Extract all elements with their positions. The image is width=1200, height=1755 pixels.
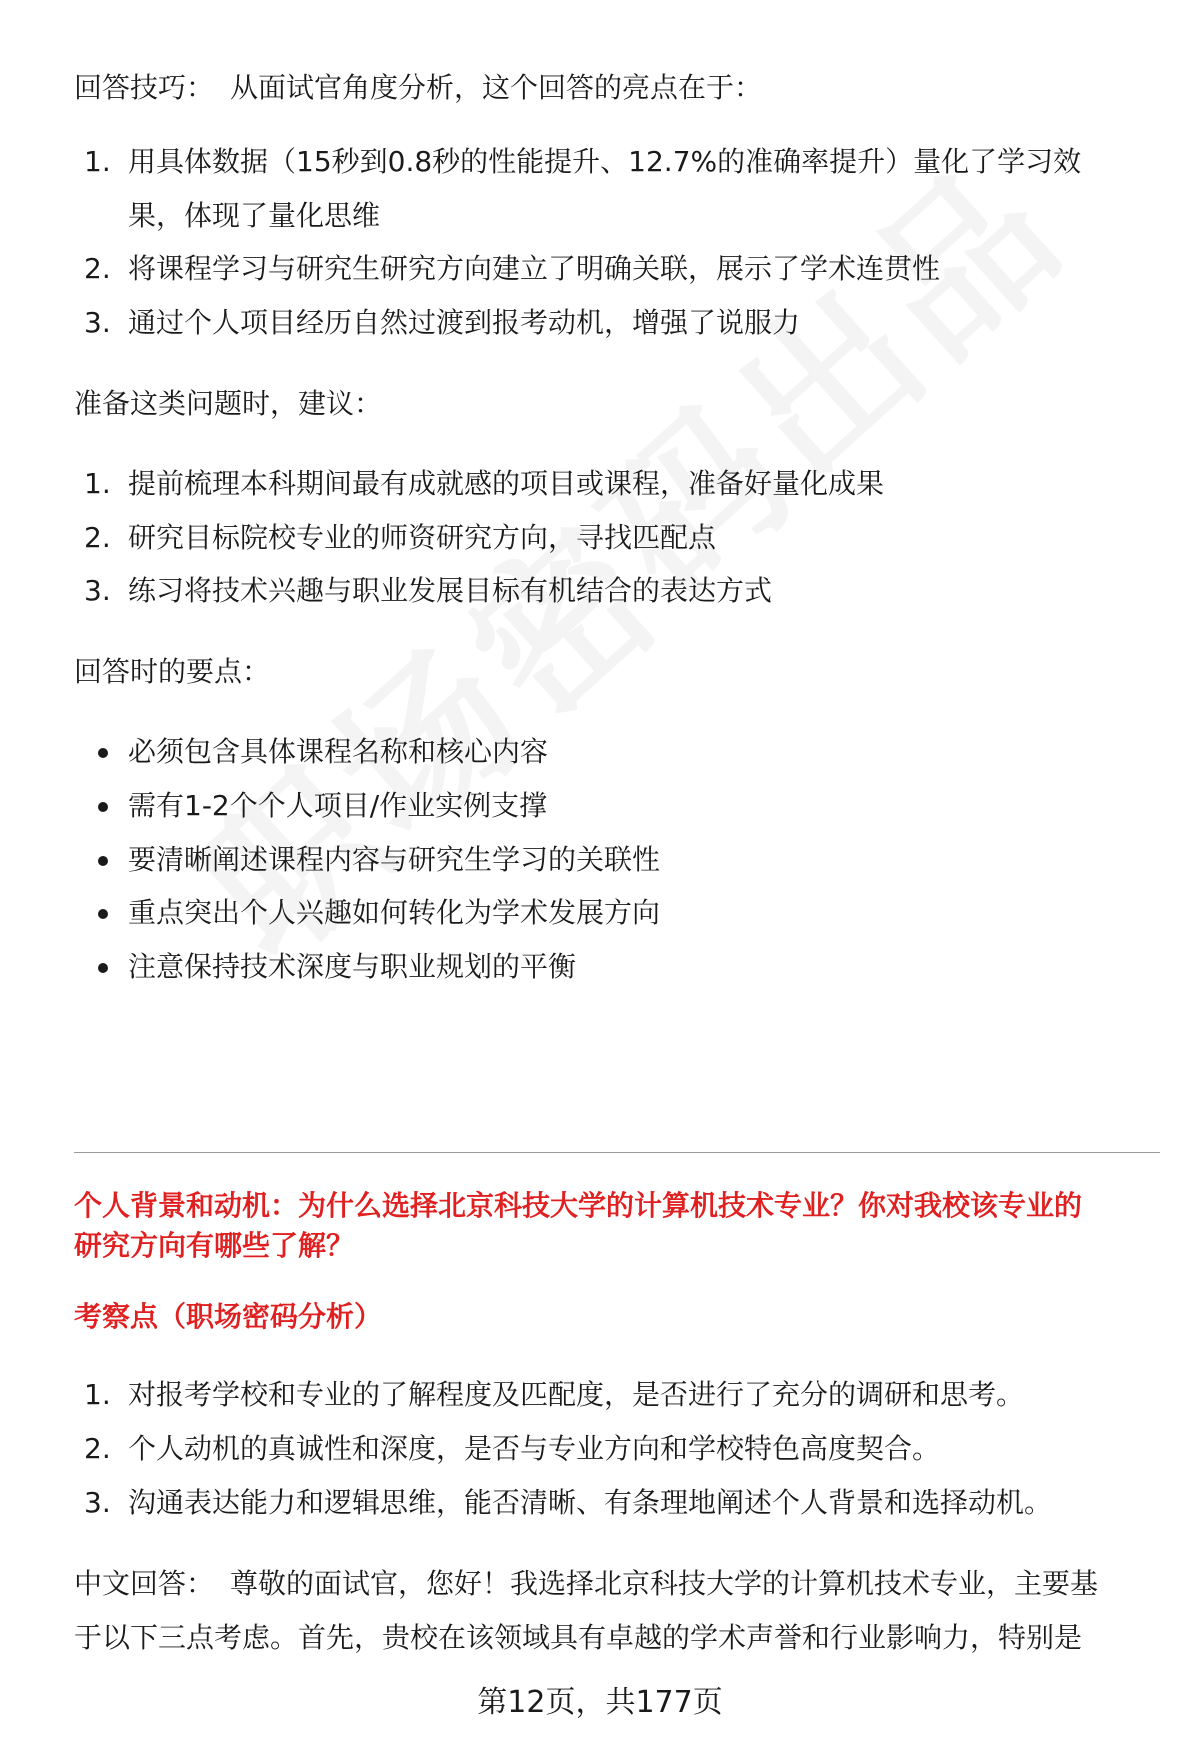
document-page [74,0,1160,1755]
points-title: 回答时的要点： [74,655,271,688]
bullet-dot-icon [98,802,108,812]
list-number: 3. [84,306,111,339]
exam-title: 考察点（职场密码分析） [74,1300,383,1333]
bullet-text: 重点突出个人兴趣如何转化为学术发展方向 [128,896,661,929]
tip-text: 从面试官角度分析，这个回答的亮点在于： [230,71,763,104]
list-number: 2. [84,521,111,554]
list-number: 3. [84,1486,111,1519]
list-text: 果，体现了量化思维 [128,199,381,232]
list-number: 1. [84,467,111,500]
bullet-text: 需有1-2个个人项目/作业实例支撑 [128,789,548,822]
page-footer: 第12页，共177页 [477,1685,723,1720]
list-text: 将课程学习与研究生研究方向建立了明确关联，展示了学术连贯性 [128,252,941,285]
list-text: 研究目标院校专业的师资研究方向，寻找匹配点 [128,521,717,554]
list-text: 练习将技术兴趣与职业发展目标有机结合的表达方式 [128,574,773,607]
question-heading-line: 研究方向有哪些了解？ [74,1229,355,1262]
list-number: 2. [84,252,111,285]
list-text: 对报考学校和专业的了解程度及匹配度，是否进行了充分的调研和思考。 [128,1378,1025,1411]
bullet-text: 必须包含具体课程名称和核心内容 [128,735,549,768]
list-text: 提前梳理本科期间最有成就感的项目或课程，准备好量化成果 [128,467,885,500]
bullet-dot-icon [98,909,108,919]
tip-label: 回答技巧： [74,71,215,104]
prep-title: 准备这类问题时，建议： [74,387,383,420]
bullet-dot-icon [98,856,108,866]
list-number: 1. [84,145,111,178]
bullet-text: 注意保持技术深度与职业规划的平衡 [128,950,577,983]
answer-text: 尊敬的面试官，您好！我选择北京科技大学的计算机技术专业，主要基 [230,1567,1099,1600]
list-number: 2. [84,1432,111,1465]
list-text: 沟通表达能力和逻辑思维，能否清晰、有条理地阐述个人背景和选择动机。 [128,1486,1053,1519]
list-text: 用具体数据（15秒到0.8秒的性能提升、12.7%的准确率提升）量化了学习效 [128,145,1082,178]
answer-line [74,1564,1098,1604]
answer-tip-line [74,68,762,108]
list-number: 3. [84,574,111,607]
bullet-text: 要清晰阐述课程内容与研究生学习的关联性 [128,843,661,876]
section-divider [74,1152,1160,1153]
list-number: 1. [84,1378,111,1411]
answer-label: 中文回答： [74,1567,215,1600]
list-text: 通过个人项目经历自然过渡到报考动机，增强了说服力 [128,306,801,339]
list-text: 个人动机的真诚性和深度，是否与专业方向和学校特色高度契合。 [128,1432,941,1465]
question-heading-line: 个人背景和动机：为什么选择北京科技大学的计算机技术专业？你对我校该专业的 [74,1189,1083,1222]
answer-line: 于以下三点考虑。首先，贵校在该领域具有卓越的学术声誉和行业影响力，特别是 [74,1621,1083,1654]
bullet-dot-icon [98,963,108,973]
bullet-dot-icon [98,748,108,758]
